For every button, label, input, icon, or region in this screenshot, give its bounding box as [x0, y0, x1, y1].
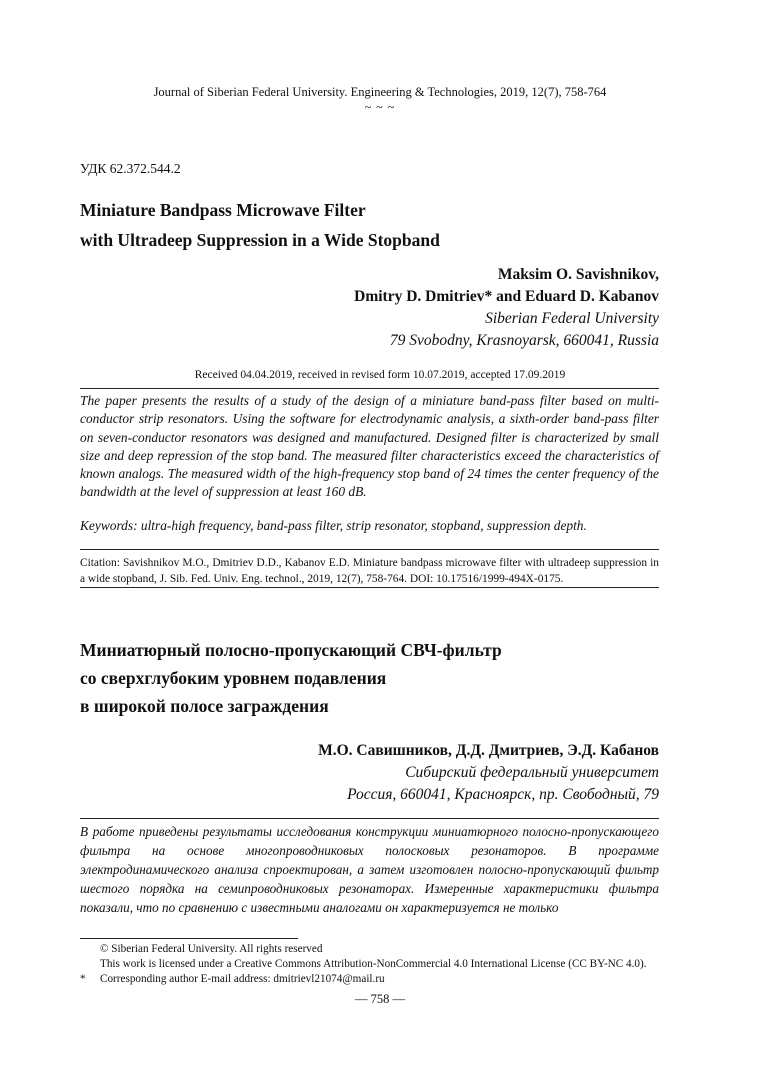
footnote-divider: [80, 938, 298, 939]
corresponding-text: Corresponding author E-mail address: dmitrievl21074@mail.ru: [100, 973, 385, 985]
address-ru: Россия, 660041, Красноярск, пр. Свободный, 79: [347, 786, 659, 803]
affiliation-ru: Сибирский федеральный университет: [405, 764, 659, 781]
title-ru: [80, 636, 502, 720]
received-dates: Received 04.04.2019, received in revised form 10.07.2019, accepted 17.09.2019: [194, 369, 566, 381]
title-ru-line-1: Миниатюрный полосно-пропускающий СВЧ-фильтр: [80, 640, 502, 660]
copyright-text: © Siberian Federal University. All rights reserved: [100, 943, 323, 955]
authors-en-block: [354, 264, 659, 352]
divider-top-citation: [80, 549, 659, 550]
authors-en-line-2: Dmitry D. Dmitriev* and Eduard D. Kabanov: [354, 288, 659, 305]
abstract-en: The paper presents the results of a study of the design of a miniature band-pass filter based on multi-conductor strip resonators. Using the software for electrodynamic analysis, a sixth-order band-pass filter on seven-conductor resonators was designed and manufactured. Designed filter is characterized by small size and deep repression of the stop band. The measured filter characteristics exceed the characteristics of known analogs. The measured width of the high-frequency stop band of 24 times the center frequency of the bandwidth at the level of suppression at least 160 dB.: [80, 393, 659, 500]
footnote-corresponding: [80, 972, 680, 987]
abstract-ru: В работе приведены результаты исследования конструкции миниатюрного полосно-пропускающего фильтра на основе многопроводниковых полосковых резонаторов. В программе электродинамического анализа спроектирован, а затем изготовлен полосно-пропускающий фильтр шестого порядка на семипроводниковых резонаторах. Измеренные характеристики фильтра показали, что по сравнению с известными аналогами он характеризуется не только: [80, 824, 659, 915]
footnote-copyright: [80, 942, 680, 957]
udc-code: УДК 62.372.544.2: [80, 161, 181, 176]
journal-header: Journal of Siberian Federal University. Engineering & Technologies, 2019, 12(7), 758-764: [153, 85, 607, 99]
footnote-license: [80, 957, 680, 972]
authors-en-line-1: Maksim O. Savishnikov,: [497, 266, 659, 283]
authors-ru-block: [318, 740, 659, 806]
title-en: [80, 195, 440, 255]
title-en-line-1: Miniature Bandpass Microwave Filter: [80, 200, 366, 220]
keywords-en: Keywords: ultra-high frequency, band-pass filter, strip resonator, stopband, suppression depth.: [80, 518, 587, 533]
header-separator: ~ ~ ~: [364, 100, 396, 114]
title-ru-line-3: в широкой полосе заграждения: [80, 696, 329, 716]
license-text: This work is licensed under a Creative Commons Attribution-NonCommercial 4.0 International License (CC BY-NC 4.0).: [100, 958, 647, 970]
affiliation-en: Siberian Federal University: [485, 310, 659, 327]
address-en: 79 Svobodny, Krasnoyarsk, 660041, Russia: [389, 332, 659, 349]
title-ru-line-2: со сверхглубоким уровнем подавления: [80, 668, 387, 688]
page-number: — 758 —: [355, 992, 405, 1006]
divider-bottom-citation: [80, 587, 659, 588]
title-en-line-2: with Ultradeep Suppression in a Wide Stopband: [80, 230, 440, 250]
citation: Citation: Savishnikov M.O., Dmitriev D.D., Kabanov E.D. Miniature bandpass microwave filter with ultradeep suppression in a wide stopband, J. Sib. Fed. Univ. Eng. technol., 2019, 12(7), 758-764. DOI: 10.17516/1999-494X-0175.: [80, 557, 659, 585]
authors-ru: М.О. Савишников, Д.Д. Дмитриев, Э.Д. Кабанов: [318, 742, 659, 759]
divider-top-abstract-ru: [80, 818, 659, 819]
divider-top-abstract: [80, 388, 659, 389]
asterisk-mark: *: [80, 973, 86, 985]
